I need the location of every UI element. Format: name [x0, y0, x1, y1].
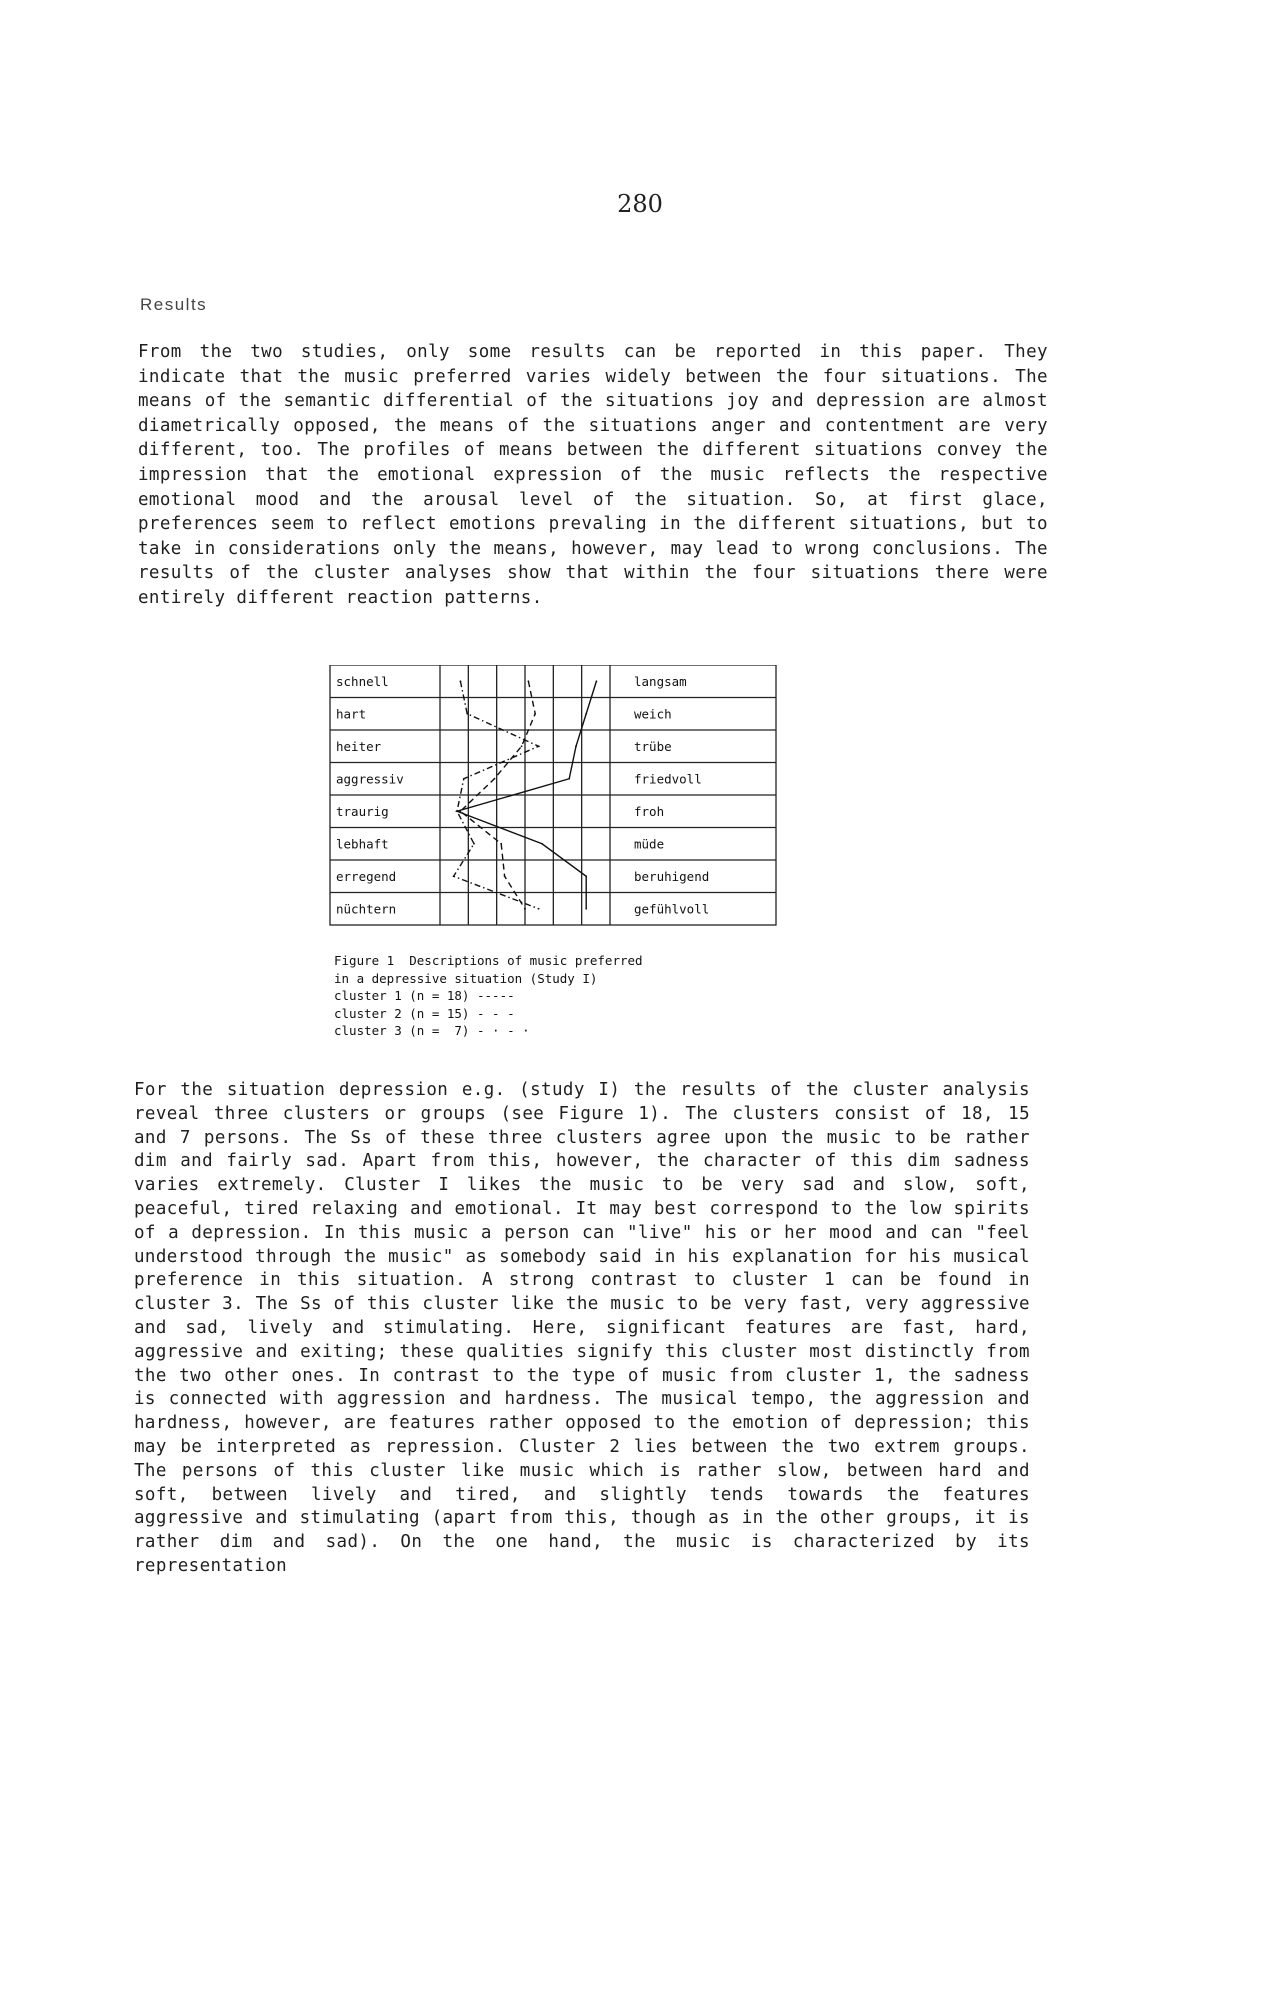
profile-point-cluster-2 [494, 778, 496, 780]
profile-point-cluster-2 [534, 713, 536, 715]
profile-point-cluster-2 [500, 843, 502, 845]
caption-line-4: cluster 2 (n = 15) - - - [334, 1005, 515, 1021]
left-adjective-label: lebhaft [336, 836, 389, 852]
page-number: 280 [617, 190, 663, 218]
left-adjective-label: traurig [336, 803, 389, 819]
right-adjective-label: trübe [634, 738, 672, 754]
right-adjective-label: beruhigend [634, 868, 710, 884]
profile-point-cluster-2 [521, 745, 523, 747]
profile-point-cluster-3 [538, 908, 540, 910]
profile-point-cluster-3 [473, 843, 475, 845]
right-adjective-label: gefühlvoll [634, 901, 710, 917]
results-paragraph-2: For the situation depression e.g. (study I) the results of the cluster analysis reveal three clusters or groups (see Figure 1). The clusters consist of 18, 15 and 7 persons. The Ss of these three clusters agree upon the music to be rather dim and fairly sad. Apart from this, however, the character of this dim sadness varies extremely. Cluster I likes the music to be very sad and slow, soft, peaceful, tired relaxing and emotional. It may best correspond to the low spirits of a depression. In this music a person can "live" his or her mood and can "feel understood through the music" as somebody said in his explanation for his musical preference in this situation. A strong contrast to cluster 1 can be found in cluster 3. The Ss of this cluster like the music to be very fast, very aggressive and sad, lively and stimulating. Here, significant features are fast, hard, aggressive and exiting; these qualities signify this cluster most distinctly from the two other ones. In contrast to the type of music from cluster 1, the sadness is connected with aggression and hardness. The musical tempo, the aggression and hardness, however, are features rather opposed to the emotion of depression; this may be interpreted as repression. Cluster 2 lies between the two extrem groups. The persons of this cluster like music which is rather slow, between hard and soft, between lively and tired, and slightly tends towards the features aggressive and stimulating (apart from this, though as in the other groups, it is rather dim and sad). On the one hand, the music is characterized by its representation [134, 1080, 1030, 1576]
profile-point-cluster-2 [460, 810, 462, 812]
right-adjective-label: müde [634, 836, 665, 852]
caption-line-3: cluster 1 (n = 18) ----- [334, 988, 515, 1003]
caption-line-5: cluster 3 (n = 7) - · - · [334, 1023, 530, 1038]
figure-caption [334, 952, 794, 1040]
left-adjective-label: nüchtern [336, 901, 397, 917]
left-adjective-label: erregend [336, 868, 397, 884]
profile-point-cluster-1 [585, 908, 587, 910]
profile-chart [328, 665, 778, 937]
right-adjective-label: weich [634, 706, 672, 722]
right-adjective-label: langsam [634, 673, 687, 689]
profile-point-cluster-3 [466, 713, 468, 715]
results-paragraph-1: From the two studies, only some results can be reported in this paper. They indicate that the music preferred varies widely between the four situations. The means of the semantic differential of the situations joy and depression are almost diametrically opposed, the means of the situations anger and contentment are very different, too. The profiles of means between the different situations convey the impression that the emotional expression of the music reflects the respective emotional mood and the arousal level of the situation. So, at first glace, preferences seem to reflect emotions prevaling in the different situations, but to take in considerations only the means, however, may lead to wrong conclusions. The results of the cluster analyses show that within the four situations there were entirely different reaction patterns. [138, 342, 1048, 608]
profile-point-cluster-1 [585, 713, 587, 715]
semantic-differential-figure [328, 665, 778, 937]
profile-point-cluster-3 [460, 680, 462, 682]
profile-point-cluster-3 [456, 810, 458, 812]
section-heading: Results [140, 295, 208, 314]
left-adjective-label: heiter [336, 738, 382, 754]
profile-point-cluster-2 [504, 875, 506, 877]
right-adjective-label: friedvoll [634, 771, 702, 787]
caption-line-2: in a depressive situation (Study I) [334, 970, 598, 986]
profile-point-cluster-3 [453, 875, 455, 877]
profile-point-cluster-2 [528, 680, 530, 682]
profile-point-cluster-1 [585, 875, 587, 877]
profile-point-cluster-1 [596, 680, 598, 682]
profile-point-cluster-1 [568, 778, 570, 780]
caption-line-1: Figure 1 Descriptions of music preferred [334, 953, 643, 968]
left-adjective-label: aggressiv [336, 771, 404, 787]
right-adjective-label: froh [634, 803, 665, 819]
left-adjective-label: hart [336, 706, 367, 722]
profile-point-cluster-1 [575, 745, 577, 747]
profile-point-cluster-2 [524, 908, 526, 910]
left-adjective-label: schnell [336, 673, 389, 689]
profile-point-cluster-3 [538, 745, 540, 747]
profile-point-cluster-3 [463, 778, 465, 780]
profile-point-cluster-1 [541, 843, 543, 845]
